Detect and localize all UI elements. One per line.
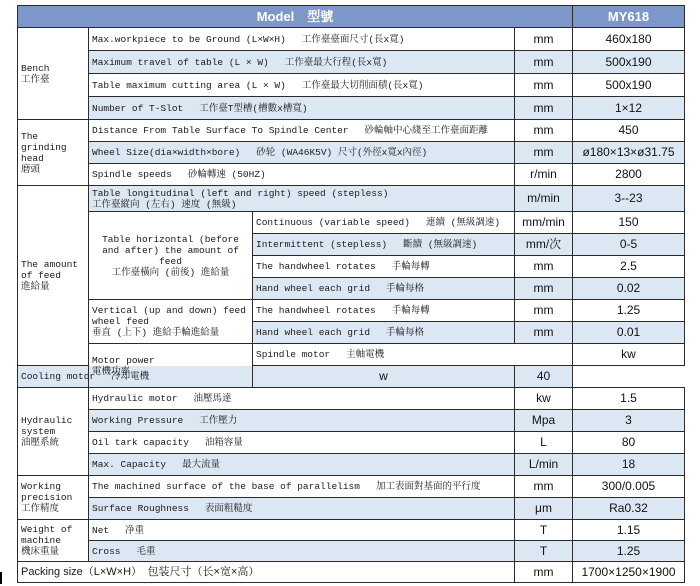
label-zh: 表面粗糙度 [204, 503, 253, 514]
label-zh: 砂輪轉速 (50HZ) [187, 169, 266, 180]
spec-value: Ra0.32 [573, 498, 685, 520]
spec-value: 2800 [573, 164, 685, 186]
label-zh: 工作臺縱向 (左右) 速度 (無級) [92, 198, 237, 210]
spec-unit: mm [515, 120, 573, 142]
spec-value: 1×12 [573, 97, 685, 120]
spec-row [18, 186, 685, 212]
category-zh: 工作臺 [21, 73, 50, 85]
spec-label [89, 120, 515, 142]
spec-row [18, 142, 685, 164]
label-zh: 主軸電機 [346, 349, 385, 360]
category-en: Weight of machine [21, 524, 73, 546]
spec-label [89, 454, 515, 476]
spec-unit: m/min [515, 186, 573, 212]
spec-value: 1.15 [573, 520, 685, 541]
group-en: Vertical (up and down) feed wheel feed [92, 305, 246, 327]
spec-label [253, 234, 515, 256]
label-zh: 净重 [125, 524, 145, 536]
spec-unit: mm [515, 51, 573, 74]
category-en: Motor power [92, 354, 155, 366]
spec-unit: mm [515, 322, 573, 344]
spec-label [89, 432, 515, 454]
spec-row [18, 388, 685, 410]
label-en: Table maximum cutting area (L × W) [92, 79, 286, 91]
spec-value: 3 [573, 410, 685, 432]
spec-label [89, 520, 515, 541]
label-zh: 油箱容量 [204, 437, 243, 448]
spec-row [18, 120, 685, 142]
category-grinding-head [18, 120, 89, 186]
spec-unit: L/min [515, 454, 573, 476]
label-en: Cooling motor [21, 371, 96, 382]
spec-unit: kw [515, 388, 573, 410]
spec-value: 500x190 [573, 74, 685, 97]
spec-unit: mm/min [515, 212, 573, 234]
spec-row [18, 498, 685, 520]
spec-label [253, 278, 515, 300]
spec-value: 0.02 [573, 278, 685, 300]
spec-value: 3--23 [573, 186, 685, 212]
spec-value: 500x190 [573, 51, 685, 74]
label-zh: 毛重 [136, 545, 156, 557]
spec-value: 450 [573, 120, 685, 142]
label-en: Hand wheel each grid [256, 283, 371, 294]
spec-value: 1.25 [573, 300, 685, 322]
label-en: Distance From Table Surface To Spindle Center [92, 125, 349, 136]
spec-label [253, 344, 573, 366]
label-en: Max. Capacity [92, 459, 167, 470]
label-en: Spindle speeds [92, 169, 172, 180]
spec-value: ø180×13×ø31.75 [573, 142, 685, 164]
spec-unit: kw [573, 344, 685, 366]
spec-label [89, 164, 515, 186]
label-zh: 工作壓力 [199, 415, 238, 426]
spec-row [18, 300, 685, 322]
packing-size-value: 1700×1250×1900 [573, 562, 685, 583]
spec-row [18, 541, 685, 562]
spec-row [18, 97, 685, 120]
label-en: Net [92, 524, 110, 536]
spec-label [253, 256, 515, 278]
spec-unit: mm [515, 74, 573, 97]
label-zh: 工作臺臺面尺寸(長x寬) [301, 33, 405, 45]
spec-unit: mm [515, 97, 573, 120]
spec-label [89, 388, 515, 410]
spec-label [253, 322, 515, 344]
spec-unit: T [515, 541, 573, 562]
spec-unit: mm/次 [515, 234, 573, 256]
category-zh: 磨頭 [21, 163, 41, 175]
spec-row [18, 164, 685, 186]
category-hydraulic-system [18, 388, 89, 476]
spec-unit: r/min [515, 164, 573, 186]
category-zh: 工作精度 [21, 503, 60, 514]
label-en: Continuous (variable speed) [256, 217, 410, 228]
category-weight [18, 520, 89, 562]
spec-row [18, 520, 685, 541]
packing-size-label: Packing size（L×W×H） 包装尺寸（长×宽×高） [18, 562, 515, 583]
label-en: The machined surface of the base of parallelism [92, 481, 360, 492]
spec-unit: mm [515, 300, 573, 322]
label-zh: 手輪每格 [386, 283, 425, 294]
spec-row [18, 344, 685, 366]
label-en: Maximum travel of table (L × W) [92, 56, 269, 68]
page-corner-mark [0, 572, 2, 584]
label-zh: 砂輪軸中心綫至工作臺面距離 [364, 125, 489, 136]
label-zh: 連續 (無級調速) [425, 217, 501, 228]
category-en: Bench [21, 62, 50, 74]
category-working-precision [18, 476, 89, 520]
spec-unit: mm [515, 476, 573, 498]
spec-table [17, 5, 685, 583]
label-en: Oil tark capacity [92, 437, 189, 448]
category-en: Working precision [21, 481, 73, 503]
label-en: Hand wheel each grid [256, 327, 371, 338]
spec-label [89, 186, 515, 212]
label-en: Wheel Size(dia×width×bore) [92, 147, 241, 158]
label-en: Intermittent (stepless) [256, 239, 388, 250]
spec-value: 40 [515, 366, 573, 388]
spec-label [89, 476, 515, 498]
label-zh: 工作臺T型槽(槽數x槽寬) [199, 102, 308, 114]
spec-label [89, 541, 515, 562]
label-zh: 手輪每格 [386, 327, 425, 338]
label-en: Spindle motor [256, 349, 331, 360]
group-zh: 工作臺橫向 (前後) 進給量 [111, 266, 230, 278]
spec-label [253, 300, 515, 322]
spec-label [89, 97, 515, 120]
model-value: MY618 [573, 6, 685, 28]
spec-label [89, 498, 515, 520]
label-zh: 砂轮 (WA46K5V) 尺寸(外徑x寬x內徑) [256, 147, 428, 158]
category-feed [18, 186, 89, 366]
label-en: Surface Roughness [92, 503, 189, 514]
label-zh: 加工表面對基面的平行度 [375, 481, 481, 492]
label-en: Cross [92, 545, 121, 557]
spec-unit: mm [515, 256, 573, 278]
category-zh: 油壓系統 [21, 437, 60, 448]
spec-value: 2.5 [573, 256, 685, 278]
spec-label [89, 74, 515, 97]
spec-value: 1.5 [573, 388, 685, 410]
spec-unit: mm [515, 278, 573, 300]
spec-row [18, 476, 685, 498]
label-en: Max.workpiece to be Ground (L×W×H) [92, 33, 286, 45]
spec-unit: L [515, 432, 573, 454]
packing-size-unit: mm [515, 562, 573, 583]
spec-row [18, 51, 685, 74]
spec-value: 300/0.005 [573, 476, 685, 498]
spec-value: 150 [573, 212, 685, 234]
category-bench [18, 28, 89, 120]
spec-row [18, 74, 685, 97]
spec-label [89, 410, 515, 432]
spec-unit: Mpa [515, 410, 573, 432]
label-en: Number of T-Slot [92, 102, 184, 114]
spec-row [18, 28, 685, 51]
label-en: Hydraulic motor [92, 393, 178, 404]
model-label: Model 型號 [18, 6, 573, 28]
label-zh: 冷却電機 [111, 371, 150, 382]
spec-unit: w [253, 366, 515, 388]
label-zh: 手輪每轉 [391, 261, 430, 272]
spec-value: 80 [573, 432, 685, 454]
category-zh: 機床重量 [21, 546, 60, 557]
category-en: The amount of feed [21, 259, 79, 281]
spec-label [89, 142, 515, 164]
group-table-horizontal [89, 212, 253, 300]
category-en: Hydraulic system [21, 415, 73, 437]
spec-value: 460x180 [573, 28, 685, 51]
label-zh: 工作臺最大行程(長x寬) [284, 56, 388, 68]
spec-row [18, 454, 685, 476]
category-zh: 進給量 [21, 281, 50, 292]
spec-row [18, 212, 685, 234]
label-en: Working Pressure [92, 415, 184, 426]
label-zh: 手輪每轉 [391, 305, 430, 316]
group-en: Table horizontal (before and after) the amount of feed [102, 233, 239, 267]
group-zh: 垂直 (上下) 進給手輪進給量 [92, 327, 220, 338]
spec-unit: T [515, 520, 573, 541]
label-zh: 最大流量 [182, 459, 221, 470]
header-row [18, 6, 685, 28]
category-en: The grinding head [21, 130, 67, 164]
spec-value: 0-5 [573, 234, 685, 256]
label-en: The handwheel rotates [256, 261, 376, 272]
label-en: Table longitudinal (left and right) speed (stepless) [92, 187, 389, 199]
spec-label [89, 51, 515, 74]
spec-label [18, 366, 253, 388]
label-zh: 斷續 (無級調速) [403, 239, 478, 250]
spec-label [89, 28, 515, 51]
spec-value: 0.01 [573, 322, 685, 344]
spec-value: 18 [573, 454, 685, 476]
spec-unit: μm [515, 498, 573, 520]
spec-unit: mm [515, 142, 573, 164]
spec-row [18, 432, 685, 454]
spec-row [18, 410, 685, 432]
group-vertical-feed [89, 300, 253, 344]
label-zh: 油壓馬達 [193, 393, 232, 404]
spec-unit: mm [515, 28, 573, 51]
spec-label [253, 212, 515, 234]
spec-value: 1.25 [573, 541, 685, 562]
label-zh: 工作臺最大切削面積(長x寬) [301, 79, 424, 91]
label-en: The handwheel rotates [256, 305, 376, 316]
packing-size-row [18, 562, 685, 583]
